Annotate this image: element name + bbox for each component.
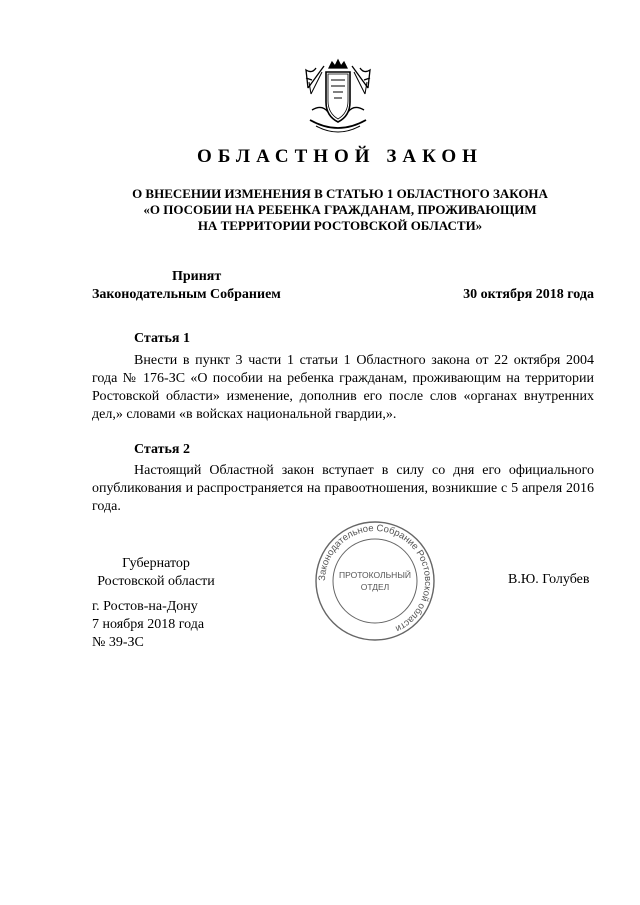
document-title: ОБЛАСТНОЙ ЗАКОН	[197, 146, 483, 167]
place-of-signing: г. Ростов-на-Дону	[92, 599, 198, 614]
stamp-inner-line1: ПРОТОКОЛЬНЫЙ	[339, 570, 411, 580]
signatory-name: В.Ю. Голубев	[508, 572, 590, 587]
adoption-date: 30 октября 2018 года	[463, 287, 594, 302]
subtitle-line: НА ТЕРРИТОРИИ РОСТОВСКОЙ ОБЛАСТИ»	[197, 218, 483, 233]
article-1-heading: Статья 1	[134, 331, 190, 346]
adopted-by: Законодательным Собранием	[92, 287, 281, 302]
signatory-region: Ростовской области	[97, 574, 215, 589]
signatory-position	[92, 555, 220, 591]
article-1-text: Внести в пункт 3 части 1 статьи 1 Областного закона от 22 октября 2004 года № 176-ЗС «О пособии на ребенка гражданам, проживающим на территории Ростовской области» изменение, дополнив его после слов «органах внутренних дел,» словами «в войсках национальной гвардии,».	[92, 353, 594, 422]
place-date-number	[92, 598, 204, 652]
document-subtitle	[0, 186, 640, 234]
subtitle-line: «О ПОСОБИИ НА РЕБЕНКА ГРАЖДАНАМ, ПРОЖИВАЮЩИМ	[143, 202, 537, 217]
law-number: № 39-ЗС	[92, 635, 144, 650]
subtitle-line: О ВНЕСЕНИИ ИЗМЕНЕНИЯ В СТАТЬЮ 1 ОБЛАСТНОГО ЗАКОНА	[132, 186, 548, 201]
signing-date: 7 ноября 2018 года	[92, 617, 205, 632]
stamp-inner-line2: ОТДЕЛ	[360, 582, 390, 592]
coat-of-arms-emblem	[302, 58, 374, 138]
article-2-heading: Статья 2	[134, 442, 190, 457]
official-stamp	[314, 520, 436, 642]
signatory-title: Губернатор	[122, 556, 190, 571]
adoption-info	[92, 268, 281, 304]
article-2-text: Настоящий Областной закон вступает в силу со дня его официального опубликования и распространяется на правоотношения, возникшие с 5 апреля 2016 года.	[92, 463, 594, 514]
adopted-label: Принят	[172, 269, 222, 284]
stamp-outer-text: Законодательное Собрание Ростовской области	[316, 522, 434, 635]
